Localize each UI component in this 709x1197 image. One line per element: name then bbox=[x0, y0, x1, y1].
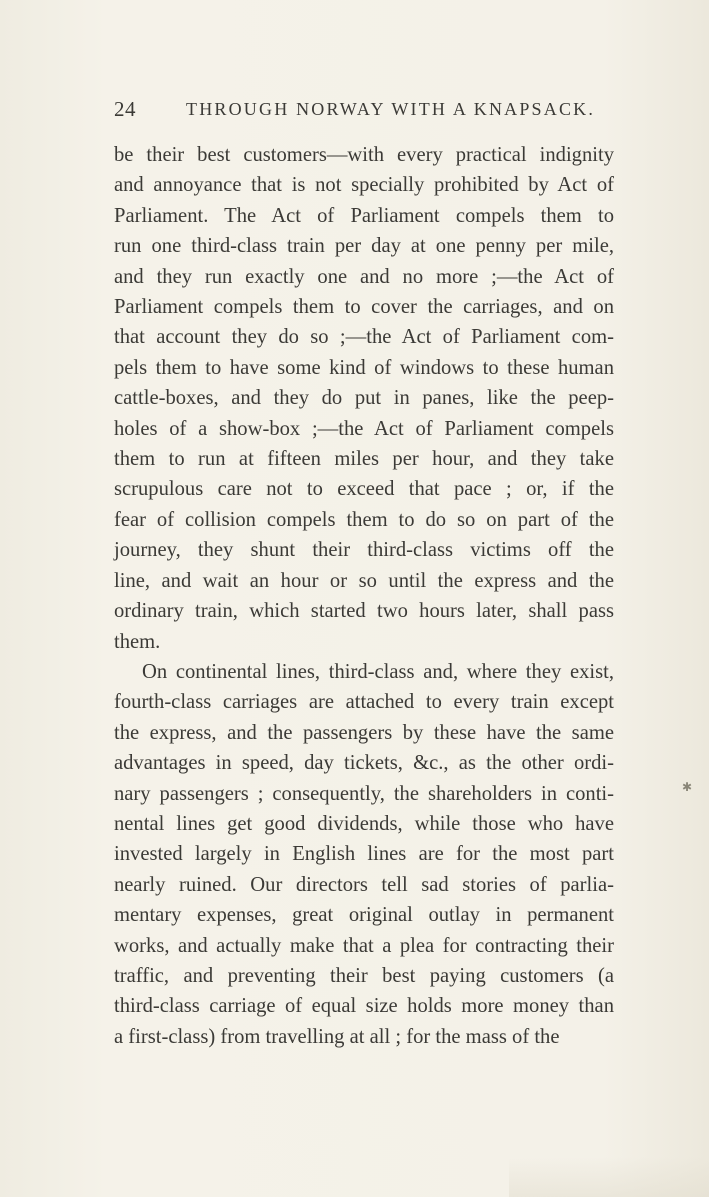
text-line: the express, and the passengers by these have the same bbox=[114, 721, 614, 744]
text-line: a first-class) from travelling at all ; for the mass of the bbox=[114, 1025, 560, 1048]
page-edge-shadow bbox=[509, 1157, 709, 1197]
text-line: advantages in speed, day tickets, &c., as the other ordi- bbox=[114, 752, 614, 775]
text-line: fourth-class carriages are attached to every train except bbox=[114, 691, 614, 714]
page-number: 24 bbox=[114, 97, 136, 121]
margin-mark: ✱ bbox=[682, 780, 693, 794]
text-line: works, and actually make that a plea for contracting their bbox=[114, 934, 614, 957]
text-line: that account they do so ;—the Act of Parliament com- bbox=[114, 326, 614, 349]
text-line: cattle-boxes, and they do put in panes, like the peep- bbox=[114, 387, 614, 410]
running-head: THROUGH NORWAY WITH A KNAPSACK. bbox=[186, 99, 596, 119]
page-header bbox=[114, 97, 604, 127]
text-line: journey, they shunt their third-class victims off the bbox=[114, 539, 614, 562]
text-line: Parliament. The Act of Parliament compels them to bbox=[114, 204, 614, 227]
text-line: On continental lines, third-class and, where they exist, bbox=[142, 660, 614, 683]
text-line: third-class carriage of equal size holds more money than bbox=[114, 995, 614, 1018]
text-line: fear of collision compels them to do so on part of the bbox=[114, 508, 614, 531]
text-line: nental lines get good dividends, while those who have bbox=[114, 812, 614, 835]
text-line: nearly ruined. Our directors tell sad stories of parlia- bbox=[114, 873, 614, 896]
text-line: and annoyance that is not specially prohibited by Act of bbox=[114, 174, 614, 197]
text-line: traffic, and preventing their best paying customers (a bbox=[114, 964, 614, 987]
text-line: line, and wait an hour or so until the express and the bbox=[114, 569, 614, 592]
text-line: and they run exactly one and no more ;—the Act of bbox=[114, 265, 614, 288]
text-line: them. bbox=[114, 630, 161, 653]
text-line: ordinary train, which started two hours later, shall pass bbox=[114, 600, 614, 623]
text-line: pels them to have some kind of windows to these human bbox=[114, 356, 614, 379]
text-line: nary passengers ; consequently, the shareholders in conti- bbox=[114, 782, 614, 805]
text-line: scrupulous care not to exceed that pace ; or, if the bbox=[114, 478, 614, 501]
paragraph-2 bbox=[114, 657, 614, 1052]
body-text bbox=[114, 140, 614, 1052]
paragraph-1 bbox=[114, 140, 614, 657]
text-line: them to run at fifteen miles per hour, and they take bbox=[114, 448, 614, 471]
text-line: invested largely in English lines are for the most part bbox=[114, 843, 614, 866]
text-line: holes of a show-box ;—the Act of Parliament compels bbox=[114, 417, 614, 440]
text-line: be their best customers—with every practical indignity bbox=[114, 144, 614, 166]
text-line: mentary expenses, great original outlay in permanent bbox=[114, 904, 614, 927]
text-line: run one third-class train per day at one penny per mile, bbox=[114, 235, 614, 258]
text-line: Parliament compels them to cover the carriages, and on bbox=[114, 296, 614, 319]
